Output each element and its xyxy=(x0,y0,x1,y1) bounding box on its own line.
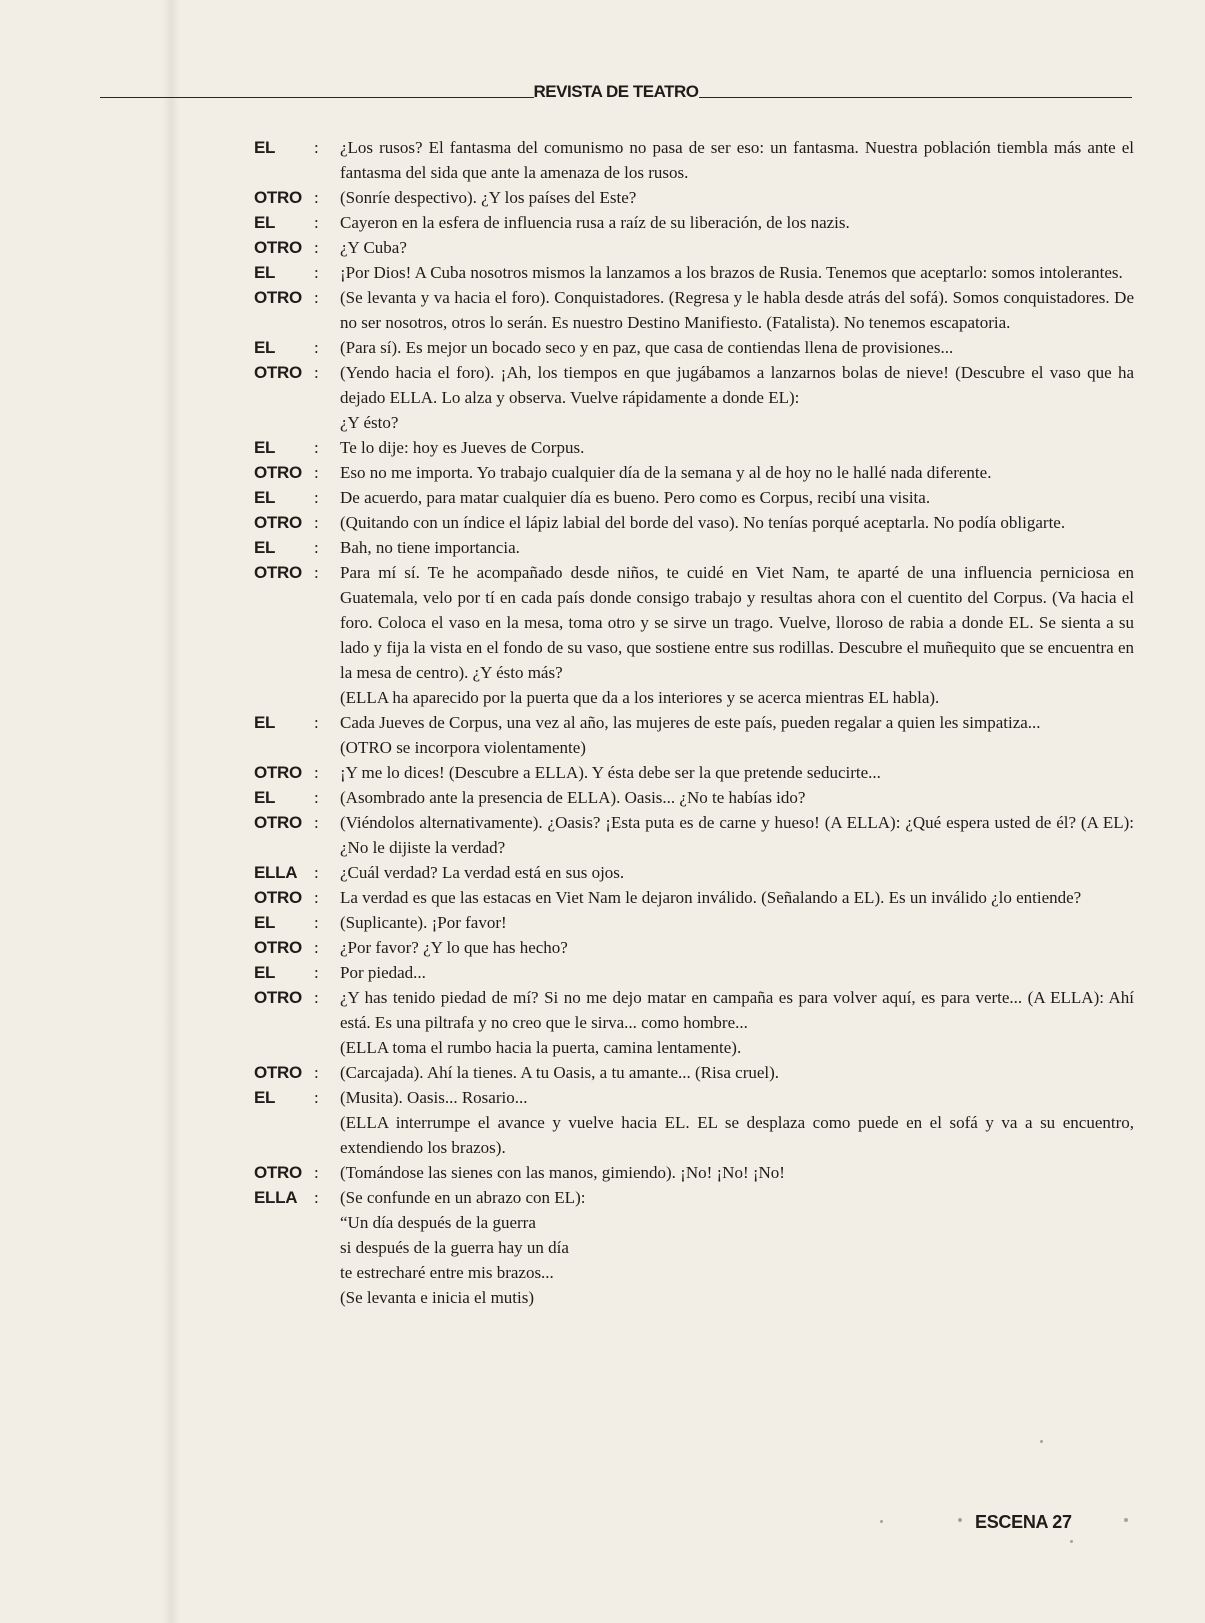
speaker-separator: : xyxy=(314,138,319,157)
speaker-name: OTRO xyxy=(254,1063,302,1082)
speaker-name: OTRO xyxy=(254,1163,302,1182)
dialogue-text: (Se levanta y va hacia el foro). Conquistadores. (Regresa y le habla desde atrás del sofá). Somos conquistadores. De no ser nosotros, otros lo serán. Es nuestro Destino Manifiesto. (Fatalista). No tenemos escapatoria. xyxy=(340,288,1134,332)
speaker-separator: : xyxy=(314,988,319,1007)
dialogue-text: (Viéndolos alternativamente). ¿Oasis? ¡Esta puta es de carne y hueso! (A ELLA): ¿Qué espera usted de él? (A EL): ¿No le dijiste la verdad? xyxy=(340,813,1134,857)
speaker-name: EL xyxy=(254,488,276,507)
print-speck xyxy=(1070,1540,1073,1543)
speaker-separator: : xyxy=(314,888,319,907)
dialogue-text: (Asombrado ante la presencia de ELLA). Oasis... ¿No te habías ido? xyxy=(340,788,806,807)
dialogue-line xyxy=(254,510,1134,535)
dialogue-text: ¿Y ésto? xyxy=(340,413,399,432)
speaker-separator: : xyxy=(314,238,319,257)
print-speck xyxy=(880,1520,883,1523)
speaker-separator: : xyxy=(314,1163,319,1182)
speaker-name: ELLA xyxy=(254,1188,298,1207)
dialogue-text: La verdad es que las estacas en Viet Nam le dejaron inválido. (Señalando a EL). Es un inválido ¿lo entiende? xyxy=(340,888,1082,907)
dialogue-line xyxy=(254,1235,1134,1260)
speaker-separator: : xyxy=(314,463,319,482)
speaker-separator: : xyxy=(314,263,319,282)
speaker-separator: : xyxy=(314,863,319,882)
speaker-separator: : xyxy=(314,288,319,307)
dialogue-text: (Musita). Oasis... Rosario... xyxy=(340,1088,528,1107)
dialogue-text: (ELLA ha aparecido por la puerta que da a los interiores y se acerca mientras EL habla). xyxy=(340,688,940,707)
header-rule-right xyxy=(699,97,1133,98)
dialogue-text: (Para sí). Es mejor un bocado seco y en paz, que casa de contiendas llena de provisiones... xyxy=(340,338,954,357)
speaker-name: OTRO xyxy=(254,563,302,582)
dialogue-text: (Suplicante). ¡Por favor! xyxy=(340,913,507,932)
page-fold-shadow xyxy=(162,0,180,1623)
dialogue-line xyxy=(254,260,1134,285)
dialogue-text: De acuerdo, para matar cualquier día es bueno. Pero como es Corpus, recibí una visita. xyxy=(340,488,931,507)
magazine-title: REVISTA DE TEATRO xyxy=(533,82,699,101)
speaker-name: OTRO xyxy=(254,938,302,957)
dialogue-line xyxy=(254,535,1134,560)
speaker-separator: : xyxy=(314,338,319,357)
dialogue-line xyxy=(254,735,1134,760)
dialogue-line xyxy=(254,810,1134,860)
speaker-name: OTRO xyxy=(254,988,302,1007)
speaker-name: EL xyxy=(254,788,276,807)
speaker-separator: : xyxy=(314,938,319,957)
dialogue-text: (OTRO se incorpora violentamente) xyxy=(340,738,586,757)
dialogue-line xyxy=(254,1285,1134,1310)
dialogue-text: te estrecharé entre mis brazos... xyxy=(340,1263,554,1282)
speaker-separator: : xyxy=(314,513,319,532)
dialogue-line xyxy=(254,485,1134,510)
speaker-name: EL xyxy=(254,913,276,932)
speaker-separator: : xyxy=(314,963,319,982)
speaker-separator: : xyxy=(314,538,319,557)
dialogue-text: Eso no me importa. Yo trabajo cualquier día de la semana y al de hoy no le hallé nada diferente. xyxy=(340,463,992,482)
dialogue-line xyxy=(254,960,1134,985)
speaker-separator: : xyxy=(314,488,319,507)
dialogue-text: si después de la guerra hay un día xyxy=(340,1238,569,1257)
speaker-name: EL xyxy=(254,438,276,457)
speaker-name: OTRO xyxy=(254,288,302,307)
dialogue-line xyxy=(254,435,1134,460)
dialogue-line xyxy=(254,860,1134,885)
speaker-name: OTRO xyxy=(254,238,302,257)
page-footer: ESCENA 27 xyxy=(975,1512,1072,1532)
dialogue-line xyxy=(254,560,1134,685)
dialogue-text: ¡Y me lo dices! (Descubre a ELLA). Y ésta debe ser la que pretende seducirte... xyxy=(340,763,881,782)
dialogue-line xyxy=(254,185,1134,210)
speaker-name: OTRO xyxy=(254,363,302,382)
dialogue-line xyxy=(254,1260,1134,1285)
speaker-separator: : xyxy=(314,363,319,382)
speaker-separator: : xyxy=(314,188,319,207)
speaker-separator: : xyxy=(314,1188,319,1207)
dialogue-text: ¿Los rusos? El fantasma del comunismo no pasa de ser eso: un fantasma. Nuestra población tiembla más ante el fantasma del sida que ante la amenaza de los rusos. xyxy=(340,138,1134,182)
dialogue-line xyxy=(254,1110,1134,1160)
speaker-separator: : xyxy=(314,913,319,932)
dialogue-line xyxy=(254,935,1134,960)
dialogue-text: (Se confunde en un abrazo con EL): xyxy=(340,1188,586,1207)
speaker-separator: : xyxy=(314,788,319,807)
dialogue-text: (ELLA interrumpe el avance y vuelve hacia EL. EL se desplaza como puede en el sofá y va a su encuentro, extendiendo los brazos). xyxy=(340,1113,1134,1157)
speaker-separator: : xyxy=(314,1088,319,1107)
speaker-separator: : xyxy=(314,763,319,782)
script-dialogue xyxy=(254,135,1134,1310)
dialogue-text: Por piedad... xyxy=(340,963,426,982)
speaker-separator: : xyxy=(314,213,319,232)
dialogue-line xyxy=(254,985,1134,1035)
dialogue-text: ¿Y has tenido piedad de mí? Si no me dejo matar en campaña es para volver aquí, es para verte... (A ELLA): Ahí está. Es una piltrafa y no creo que le sirva... como hombre... xyxy=(340,988,1134,1032)
dialogue-line xyxy=(254,885,1134,910)
dialogue-text: ¿Y Cuba? xyxy=(340,238,407,257)
speaker-name: OTRO xyxy=(254,463,302,482)
dialogue-text: (ELLA toma el rumbo hacia la puerta, camina lentamente). xyxy=(340,1038,742,1057)
dialogue-line xyxy=(254,785,1134,810)
dialogue-text: Te lo dije: hoy es Jueves de Corpus. xyxy=(340,438,585,457)
speaker-separator: : xyxy=(314,813,319,832)
print-speck xyxy=(1124,1518,1128,1522)
speaker-separator: : xyxy=(314,713,319,732)
dialogue-text: Cayeron en la esfera de influencia rusa a raíz de su liberación, de los nazis. xyxy=(340,213,850,232)
dialogue-line xyxy=(254,360,1134,410)
dialogue-text: (Quitando con un índice el lápiz labial del borde del vaso). No tenías porqué aceptarla. No podía obligarte. xyxy=(340,513,1066,532)
dialogue-line xyxy=(254,1210,1134,1235)
dialogue-text: (Yendo hacia el foro). ¡Ah, los tiempos en que jugábamos a lanzarnos bolas de nieve! (Descubre el vaso que ha dejado ELLA. Lo alza y observa. Vuelve rápidamente a donde EL): xyxy=(340,363,1134,407)
dialogue-text: Para mí sí. Te he acompañado desde niños, te cuidé en Viet Nam, te aparté de una influencia perniciosa en Guatemala, velo por tí en cada país donde consigo trabajo y resultas ahora con el cuentito del Corpus. (Va hacia el foro. Coloca el vaso en la mesa, toma otro y se sirve un trago. Vuelve, lloroso de rabia a donde EL. Se sienta a su lado y fija la vista en el fondo de su vaso, que sostiene entre sus rodillas. Descubre el muñequito que se encuentra en la mesa de centro). ¿Y ésto más? xyxy=(340,563,1134,682)
speaker-name: EL xyxy=(254,338,276,357)
dialogue-line xyxy=(254,135,1134,185)
dialogue-line xyxy=(254,410,1134,435)
dialogue-line xyxy=(254,910,1134,935)
dialogue-line xyxy=(254,685,1134,710)
dialogue-text: (Sonríe despectivo). ¿Y los países del Este? xyxy=(340,188,637,207)
speaker-name: OTRO xyxy=(254,888,302,907)
speaker-name: ELLA xyxy=(254,863,298,882)
print-speck xyxy=(1040,1440,1043,1443)
dialogue-line xyxy=(254,1185,1134,1210)
speaker-name: EL xyxy=(254,713,276,732)
speaker-name: OTRO xyxy=(254,188,302,207)
speaker-separator: : xyxy=(314,1063,319,1082)
dialogue-line xyxy=(254,235,1134,260)
dialogue-line xyxy=(254,1060,1134,1085)
dialogue-line xyxy=(254,1085,1134,1110)
print-speck xyxy=(958,1518,962,1522)
speaker-separator: : xyxy=(314,438,319,457)
dialogue-line xyxy=(254,335,1134,360)
speaker-name: EL xyxy=(254,1088,276,1107)
speaker-separator: : xyxy=(314,563,319,582)
speaker-name: EL xyxy=(254,213,276,232)
dialogue-text: Cada Jueves de Corpus, una vez al año, las mujeres de este país, pueden regalar a quien les simpatiza... xyxy=(340,713,1041,732)
speaker-name: EL xyxy=(254,963,276,982)
dialogue-text: ¡Por Dios! A Cuba nosotros mismos la lanzamos a los brazos de Rusia. Tenemos que aceptarlo: somos intolerantes. xyxy=(340,263,1123,282)
dialogue-line xyxy=(254,1160,1134,1185)
dialogue-text: ¿Cuál verdad? La verdad está en sus ojos. xyxy=(340,863,625,882)
header-rule-left xyxy=(100,97,534,98)
dialogue-text: (Tomándose las sienes con las manos, gimiendo). ¡No! ¡No! ¡No! xyxy=(340,1163,785,1182)
speaker-name: OTRO xyxy=(254,513,302,532)
page-header xyxy=(100,80,1132,102)
speaker-name: EL xyxy=(254,263,276,282)
speaker-name: EL xyxy=(254,538,276,557)
speaker-name: OTRO xyxy=(254,763,302,782)
dialogue-text: (Se levanta e inicia el mutis) xyxy=(340,1288,535,1307)
dialogue-line xyxy=(254,285,1134,335)
dialogue-line xyxy=(254,710,1134,735)
dialogue-line xyxy=(254,1035,1134,1060)
dialogue-text: (Carcajada). Ahí la tienes. A tu Oasis, a tu amante... (Risa cruel). xyxy=(340,1063,780,1082)
dialogue-line xyxy=(254,760,1134,785)
dialogue-line xyxy=(254,460,1134,485)
dialogue-line xyxy=(254,210,1134,235)
dialogue-text: “Un día después de la guerra xyxy=(340,1213,536,1232)
speaker-name: OTRO xyxy=(254,813,302,832)
dialogue-text: Bah, no tiene importancia. xyxy=(340,538,520,557)
dialogue-text: ¿Por favor? ¿Y lo que has hecho? xyxy=(340,938,568,957)
speaker-name: EL xyxy=(254,138,276,157)
